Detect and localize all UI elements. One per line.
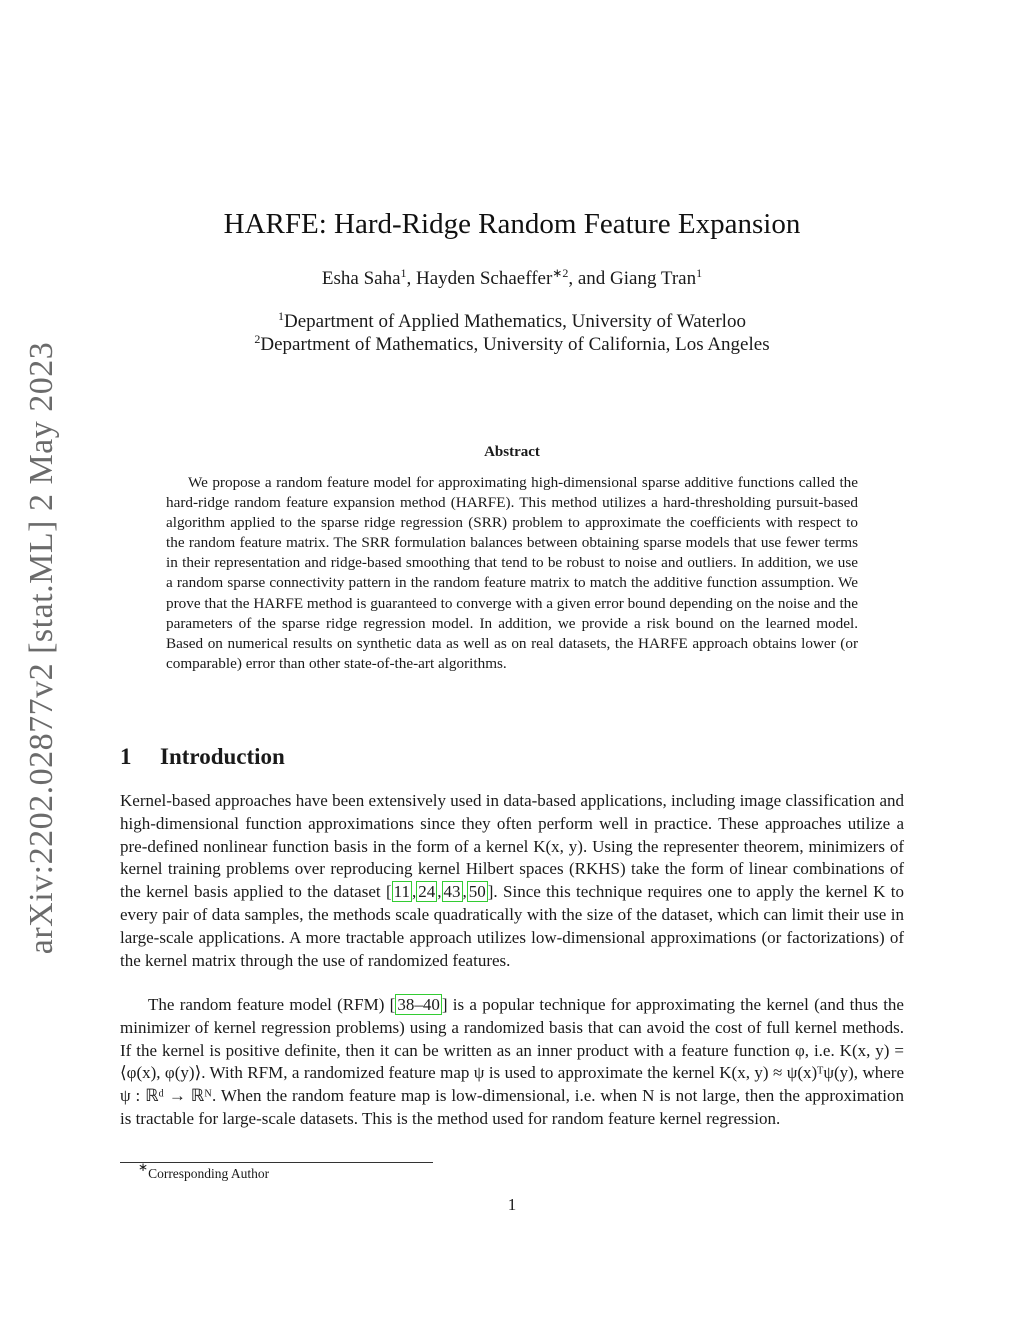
- paragraph-text: ] is a popular technique for approximating the kernel (and thus the minimizer of kernel regression problems) using a randomized basis that can avoid the cost of full kernel methods. If the kernel is positive definite, then it can be written as an inner product with a feature function φ, i.e. K(x, y) = ⟨φ(x), φ(y)⟩. With RFM, a randomized feature map ψ is used to approximate the kernel K(x, y) ≈ ψ(x)ᵀψ(y), where ψ : ℝᵈ → ℝᴺ. When the random feature map is low-dimensional, i.e. when N is not large, then the approximation is tractable for large-scale datasets. This is the method used for random feature kernel regression.: [120, 995, 904, 1128]
- affiliation: [0, 334, 1024, 356]
- author-name: Giang Tran: [610, 268, 697, 289]
- author-mark: 1: [400, 266, 407, 280]
- citation-link[interactable]: 11: [393, 882, 410, 902]
- footnote-mark: ∗: [138, 1160, 149, 1174]
- footnote: [138, 1160, 270, 1182]
- author-list: [0, 268, 1024, 290]
- section-number: 1: [120, 744, 132, 769]
- footnote-text: Corresponding Author: [148, 1166, 270, 1181]
- author-name: Hayden Schaeffer: [416, 268, 553, 289]
- abstract-text: We propose a random feature model for approximating high-dimensional sparse additive functions called the hard-ridge random feature expansion method (HARFE). This method utilizes a hard-thresholding pursuit-based algorithm applied to the sparse ridge regression (SRR) problem to approximate the coefficients with respect to the random feature matrix. The SRR formulation balances between obtaining sparse models that use fewer terms in their representation and ridge-based smoothing that tend to be robust to noise and outliers. In addition, we use a random sparse connectivity pattern in the random feature matrix to match the additive function assumption. We prove that the HARFE method is guaranteed to converge with a given error bound depending on the noise and the parameters of the sparse ridge regression model. In addition, we provide a risk bound on the learned model. Based on numerical results on synthetic data as well as on real datasets, the HARFE approach obtains lower (or comparable) error than other state-of-the-art algorithms.: [166, 474, 858, 672]
- citation-link[interactable]: 50: [468, 882, 486, 902]
- author-separator: ,: [406, 268, 417, 289]
- affiliation-mark: 1: [278, 309, 285, 323]
- affiliation-text: Department of Mathematics, University of California, Los Angeles: [260, 334, 770, 355]
- arxiv-id: arXiv:2202.02877v2 [stat.ML] 2 May 2023: [23, 341, 60, 955]
- author-mark: ∗2: [552, 266, 569, 280]
- citation-link[interactable]: 43: [443, 882, 461, 902]
- paragraph-text: The random feature model (RFM) [: [148, 995, 396, 1014]
- citation-link[interactable]: 38–40: [397, 995, 440, 1014]
- paragraph-text: Kernel-based approaches have been extensively used in data-based applications, including image classification and high-dimensional function approximations since they often perform well in practice. These approaches utilize a pre-defined nonlinear function basis in the form of a kernel K(x, y). Using the representer theorem, minimizers of kernel training problems over reproducing kernel Hilbert spaces (RKHS) take the form of linear combinations of the kernel basis applied to the dataset [: [120, 791, 904, 902]
- affiliation: [0, 311, 1024, 333]
- author-mark: 1: [696, 266, 703, 280]
- section-title: Introduction: [160, 744, 285, 769]
- footnote-rule: [120, 1162, 433, 1163]
- paragraph-text: ]. Since this technique requires one to apply the kernel K to every pair of data samples, the methods scale quadratically with the size of the dataset, which can limit their use in large-scale applications. A more tractable approach utilizes low-dimensional approximations (or factorizations) of the kernel matrix through the use of randomized features.: [120, 882, 905, 970]
- citation-link[interactable]: 24: [418, 882, 436, 902]
- author-separator: , and: [568, 268, 611, 289]
- page-number: 1: [507, 1195, 517, 1214]
- affiliation-text: Department of Applied Mathematics, University of Waterloo: [284, 311, 746, 332]
- section-heading: [120, 744, 285, 770]
- body-paragraph: Kernel-based approaches have been extensively used in data-based applications, including image classification and high-dimensional function approximations since they often perform well in practice. These approaches utilize a pre-defined nonlinear function basis in the form of a kernel K(x, y). Using the representer theorem, minimizers of kernel training problems over reproducing kernel Hilbert spaces (RKHS) take the form of linear combinations of the kernel basis applied to the dataset [ 11 , 24 , 43 , 50 ]. Since this technique requires one to apply the kernel K to every pair of data samples, the methods scale quadratically with the size of the dataset, which can limit their use in large-scale applications. A more tractable approach utilizes low-dimensional approximations (or factorizations) of the kernel matrix through the use of randomized features.: [120, 791, 905, 970]
- body-paragraph: [120, 994, 904, 1131]
- paper-title: HARFE: Hard-Ridge Random Feature Expansion: [223, 208, 801, 240]
- abstract-heading: Abstract: [484, 444, 540, 460]
- affiliation-mark: 2: [254, 332, 261, 346]
- author-name: Esha Saha: [321, 268, 401, 289]
